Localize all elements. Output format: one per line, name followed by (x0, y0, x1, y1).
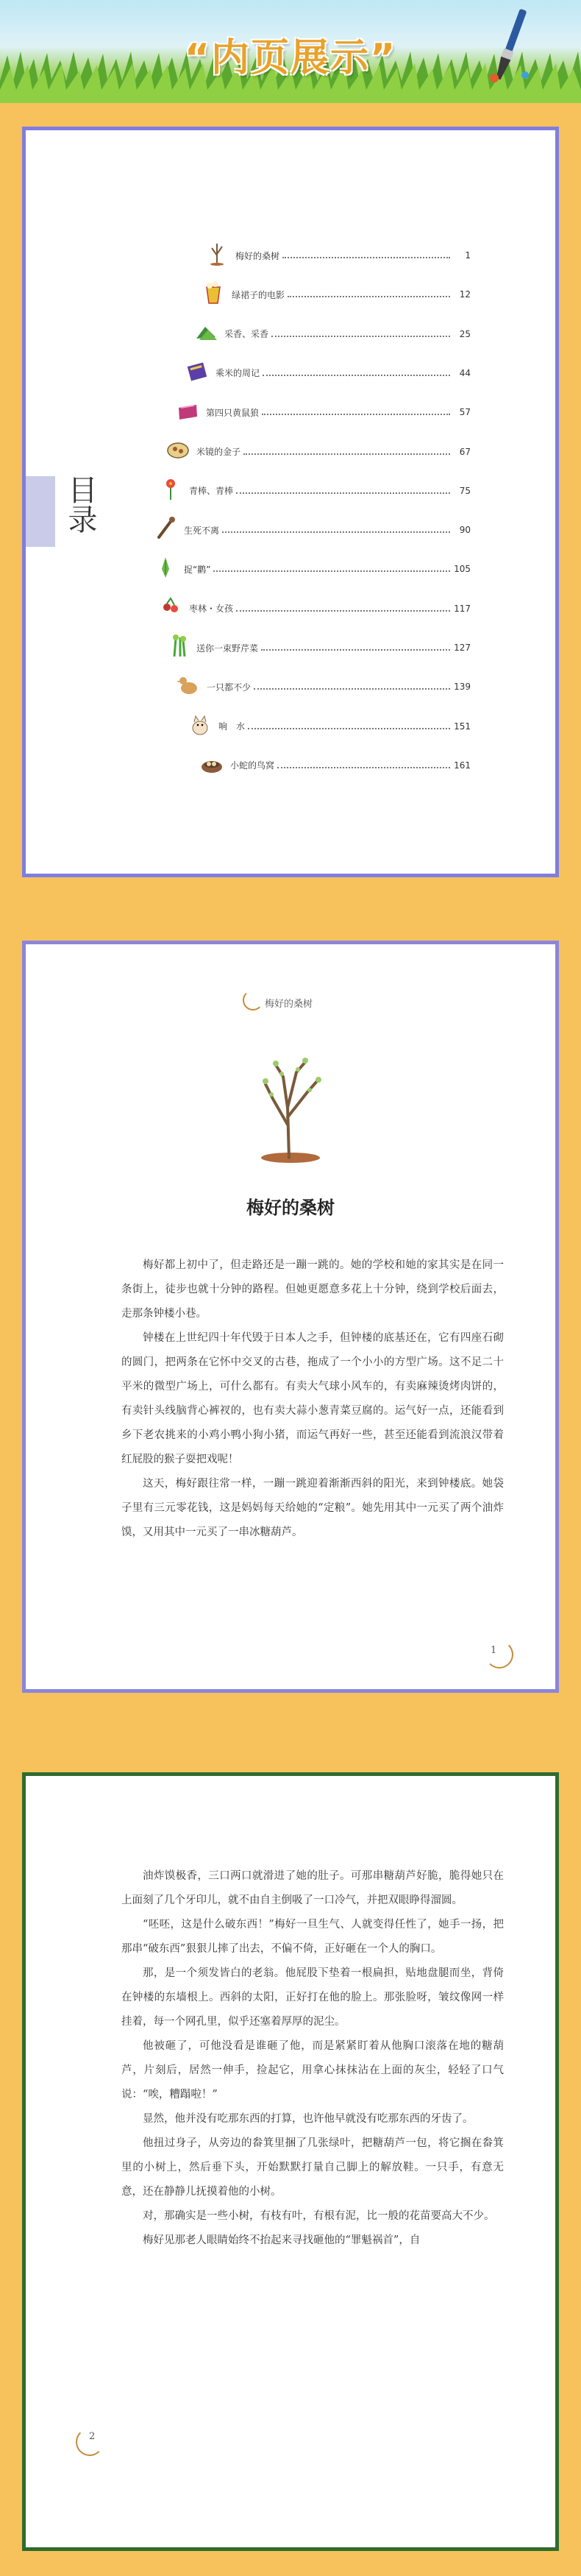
toc-item-page: 139 (454, 682, 471, 693)
banner (0, 0, 581, 103)
page-two-panel (22, 1772, 559, 2551)
toc-item[interactable] (230, 756, 471, 775)
body-paragraph: 对，那确实是一些小树，有枝有叶，有根有泥，比一般的花苗要高大不少。 (143, 2210, 495, 2222)
toc-item-title: 一只都不少 (207, 682, 252, 693)
toc-item-page: 127 (454, 643, 471, 653)
toc-item-title: 米镜的金子 (196, 447, 241, 457)
page-number: 1 (491, 1645, 497, 1656)
toc-item-title: 枣林・女孩 (189, 604, 234, 615)
tree-icon (204, 241, 229, 266)
toc-leader-dots (271, 336, 450, 337)
toc-title: 目录 (63, 475, 97, 534)
toc-title-bar (26, 476, 55, 547)
toc-item-title: 采香、采香 (224, 329, 269, 340)
body-paragraph: 钟楼在上世纪四十年代毁于日本人之手，但钟楼的底基还在，它有四座石砌的圆门，把两条在它怀中交叉的古巷，拖成了一个小小的方型广场。这不足二十平米的微型广场上，可什么都有。有卖大气球小风车的，有卖麻辣烫烤肉饼的，有卖针头线脑背心裤衩的，也有卖大蒜小葱青菜豆腐的。运气好一点，还能看到乡下老农挑来的小鸡小鸭小狗小猪，而运气再好一些，甚至还能看到流浪汉带着红屁股的猴子耍把戏呢！ (121, 1332, 504, 1465)
popcorn-icon (201, 280, 226, 305)
toc-item-page: 117 (454, 603, 471, 614)
body-paragraph: 显然，他并没有吃那东西的打算，也许他早就没有吃那东西的牙齿了。 (143, 2113, 474, 2125)
toc-panel (22, 127, 559, 877)
banner-title: “内页展示” (184, 36, 397, 80)
toc-item-title: 捉“鹳” (184, 564, 211, 575)
toc-leader-dots (243, 453, 450, 455)
toc-item-title: 响 水 (218, 721, 246, 732)
toc-item-page: 105 (454, 564, 471, 575)
toc-item[interactable] (215, 364, 471, 383)
toc-item-page: 12 (459, 289, 471, 300)
toc-item-title: 第四只黄鼠狼 (206, 407, 260, 418)
toc-item[interactable] (207, 677, 471, 696)
toc-leader-dots (263, 375, 450, 376)
toc-item[interactable] (235, 246, 471, 265)
corn-icon (153, 554, 178, 579)
body-paragraph: “呸呸，这是什么破东西！”梅好一旦生气、人就变得任性了，她手一扬，把那串“破东西”狠狠儿摔了出去，不偏不倚，正好砸在一个人的胸口。 (121, 1919, 504, 1955)
toc-item[interactable] (196, 638, 471, 657)
toc-leader-dots (248, 728, 450, 729)
nest-icon (199, 751, 224, 776)
flower-icon (158, 476, 183, 501)
toc-item-title: 梅好的桑树 (235, 250, 280, 261)
toc-item[interactable] (184, 559, 471, 578)
page-number: 2 (89, 2431, 96, 2442)
toc-item[interactable] (196, 442, 471, 461)
toc-item[interactable] (189, 481, 471, 500)
toc-item-page: 161 (454, 760, 471, 771)
page-one-body (121, 1253, 504, 1545)
duck-icon (176, 672, 201, 697)
toc-leader-dots (261, 649, 450, 651)
toc-item[interactable] (184, 520, 471, 539)
toc-leader-dots (236, 492, 450, 494)
toc-leader-dots (262, 414, 450, 415)
header-ornament (243, 990, 263, 1011)
page-number-ornament (485, 1641, 513, 1669)
running-header: 梅好的桑树 (265, 999, 313, 1010)
toc-item-page: 1 (465, 250, 471, 261)
celery-icon (165, 633, 190, 658)
toc-leader-dots (277, 767, 450, 768)
toc-item-page: 90 (459, 525, 471, 536)
body-paragraph: 那，是一个须发皆白的老翁。他屁股下垫着一根扁担，贴地盘腿而坐，背倚在钟楼的东墙根上。西斜的太阳，正好打在他的脸上。那张脸呀，皱纹像网一样挂着，每一个网孔里，似乎还塞着厚厚的泥尘。 (121, 1967, 504, 2028)
toc-leader-dots (236, 610, 450, 612)
toc-leader-dots (222, 531, 450, 533)
book-icon (185, 358, 210, 383)
body-paragraph: 这天，梅好跟往常一样，一蹦一跳迎着渐渐西斜的阳光，来到钟楼底。她袋子里有三元零花钱，这是妈妈每天给她的“定粮”。她先用其中一元买了两个油炸馍，又用其中一元买了一串冰糖葫芦。 (121, 1478, 504, 1538)
body-paragraph: 油炸馍极香，三口两口就滑进了她的肚子。可那串糖葫芦好脆，脆得她只在上面刻了几个牙印儿，就不由自主倒吸了一口冷气，并把双眼睁得溜圆。 (121, 1870, 504, 1906)
plant-icon (193, 319, 218, 344)
toc-item-page: 151 (454, 721, 471, 732)
toc-item-page: 67 (459, 446, 471, 457)
page-one-panel (22, 941, 559, 1693)
chapter-title: 梅好的桑树 (246, 1197, 335, 1218)
toc-item-title: 乘米的周记 (215, 368, 260, 379)
toc-leader-dots (213, 570, 450, 572)
paintbrush-icon (484, 7, 535, 88)
toc-item[interactable] (232, 285, 471, 304)
toc-leader-dots (282, 257, 450, 258)
body-paragraph: 梅好见那老人眼睛始终不抬起来寻找砸他的“罪魁祸首”，自 (143, 2234, 421, 2246)
toc-item-page: 44 (459, 367, 471, 378)
toc-item-title: 绿裙子的电影 (232, 289, 285, 300)
berries-icon (158, 594, 183, 619)
toc-item[interactable] (206, 403, 471, 422)
tree-illustration-icon (246, 1055, 335, 1165)
toc-item-title: 送你一束野芹菜 (196, 643, 259, 654)
toc-item-page: 25 (459, 328, 471, 339)
stick-icon (153, 515, 178, 540)
toc-item-page: 57 (459, 407, 471, 418)
toc-item-page: 75 (459, 485, 471, 496)
toc-item[interactable] (218, 717, 471, 736)
toc-item[interactable] (189, 599, 471, 618)
bowl-icon (165, 437, 190, 462)
toc-leader-dots (254, 688, 450, 690)
toc-item[interactable] (224, 325, 471, 344)
toc-item-title: 青棒、青棒 (189, 486, 234, 497)
toc-leader-dots (288, 296, 450, 297)
toc-item-title: 小蛇的鸟窝 (230, 760, 275, 771)
body-paragraph: 他被砸了，可他没看是谁砸了他，而是紧紧盯着从他胸口滚落在地的糖葫芦，片刻后，居然一伸手，捡起它，用拿心抹抹沾在上面的灰尘，轻轻了口气说：“唉，糟蹋啦！” (121, 2040, 504, 2101)
body-paragraph: 他扭过身子，从旁边的畚箕里捆了几张绿叶，把糖葫芦一包，将它搁在畚箕里的小树上，然后垂下头，开始默默打量自己脚上的解放鞋。一只手，有意无意，还在静静儿抚摸着他的小树。 (121, 2137, 504, 2198)
page-two-body (121, 1864, 504, 2253)
cat-icon (188, 712, 213, 737)
body-paragraph: 梅好都上初中了，但走路还是一蹦一跳的。她的学校和她的家其实是在同一条街上，徒步也就十分钟的路程。但她更愿意多花上十分钟，绕到学校后面去，走那条钟楼小巷。 (121, 1259, 504, 1320)
toc-item-title: 生死不离 (184, 525, 220, 536)
purse-icon (175, 397, 200, 422)
